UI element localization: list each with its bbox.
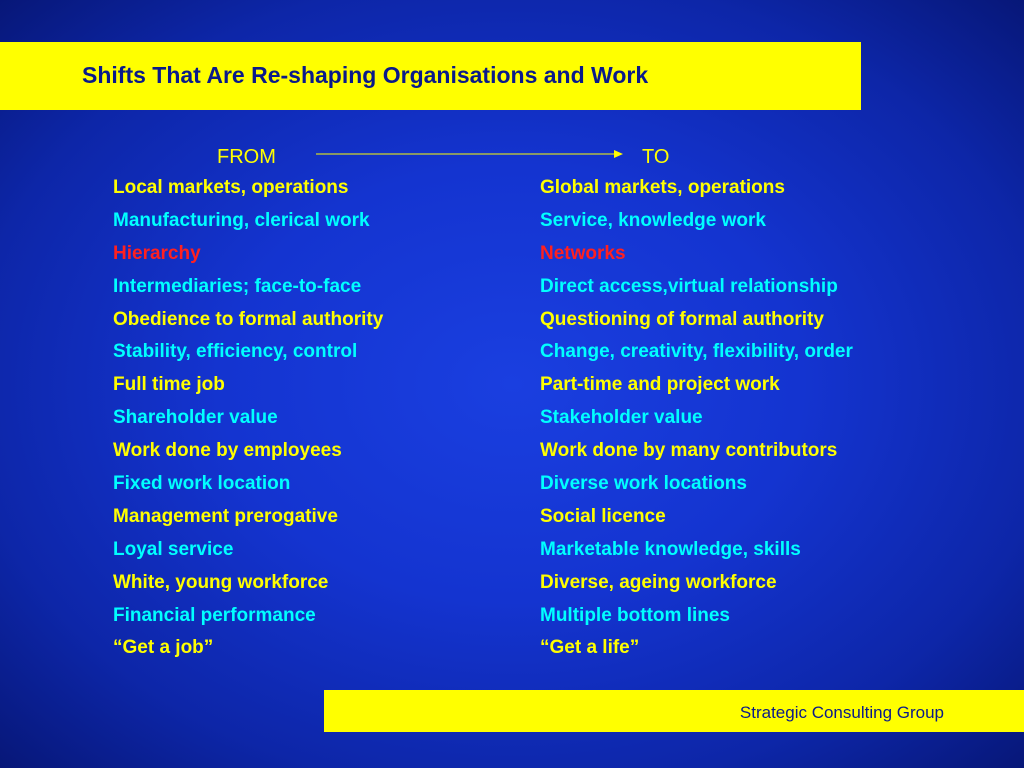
shift-row xyxy=(0,276,1024,309)
from-item: Intermediaries; face-to-face xyxy=(113,275,362,297)
shift-row xyxy=(0,374,1024,407)
shift-row xyxy=(0,407,1024,440)
arrow-right-icon xyxy=(316,148,626,160)
title-banner xyxy=(0,42,861,110)
from-item: Loyal service xyxy=(113,538,234,560)
to-item: Multiple bottom lines xyxy=(540,604,730,626)
from-header: FROM xyxy=(217,146,276,168)
slide-title: Shifts That Are Re-shaping Organisations and Work xyxy=(82,62,649,88)
to-item: Diverse work locations xyxy=(540,473,747,495)
to-item: “Get a life” xyxy=(540,637,640,659)
footer-label: Strategic Consulting Group xyxy=(739,703,944,722)
from-item: Full time job xyxy=(113,374,225,396)
to-header: TO xyxy=(642,146,670,168)
from-item: Hierarchy xyxy=(113,242,201,264)
to-item: Diverse, ageing workforce xyxy=(540,571,777,593)
from-item: White, young workforce xyxy=(113,571,329,593)
to-item: Service, knowledge work xyxy=(540,209,766,231)
from-item: Local markets, operations xyxy=(113,177,349,198)
shift-row xyxy=(0,572,1024,605)
shift-row xyxy=(0,506,1024,539)
to-item: Questioning of formal authority xyxy=(540,308,824,330)
to-item: Part-time and project work xyxy=(540,374,780,396)
from-item: Work done by employees xyxy=(113,440,342,462)
shift-list xyxy=(0,177,1024,670)
shift-row xyxy=(0,243,1024,276)
to-item: Direct access,virtual relationship xyxy=(540,275,838,297)
shift-row xyxy=(0,309,1024,342)
shift-row xyxy=(0,177,1024,210)
shift-row xyxy=(0,440,1024,473)
shift-row xyxy=(0,341,1024,374)
to-item: Work done by many contributors xyxy=(540,440,838,462)
from-item: Financial performance xyxy=(113,604,316,626)
from-item: Shareholder value xyxy=(113,407,278,429)
shift-row xyxy=(0,473,1024,506)
to-item: Global markets, operations xyxy=(540,177,785,198)
from-item: “Get a job” xyxy=(113,637,214,659)
to-item: Marketable knowledge, skills xyxy=(540,538,801,560)
shift-row xyxy=(0,210,1024,243)
shift-row xyxy=(0,605,1024,638)
from-item: Fixed work location xyxy=(113,473,291,495)
to-item: Networks xyxy=(540,242,626,264)
from-item: Obedience to formal authority xyxy=(113,308,384,330)
shift-row xyxy=(0,637,1024,670)
shift-row xyxy=(0,539,1024,572)
footer-banner xyxy=(324,690,1024,732)
to-item: Social licence xyxy=(540,505,666,527)
to-item: Stakeholder value xyxy=(540,407,703,429)
from-item: Stability, efficiency, control xyxy=(113,341,358,363)
from-item: Management prerogative xyxy=(113,505,338,527)
from-item: Manufacturing, clerical work xyxy=(113,209,370,231)
to-item: Change, creativity, flexibility, order xyxy=(540,341,853,363)
